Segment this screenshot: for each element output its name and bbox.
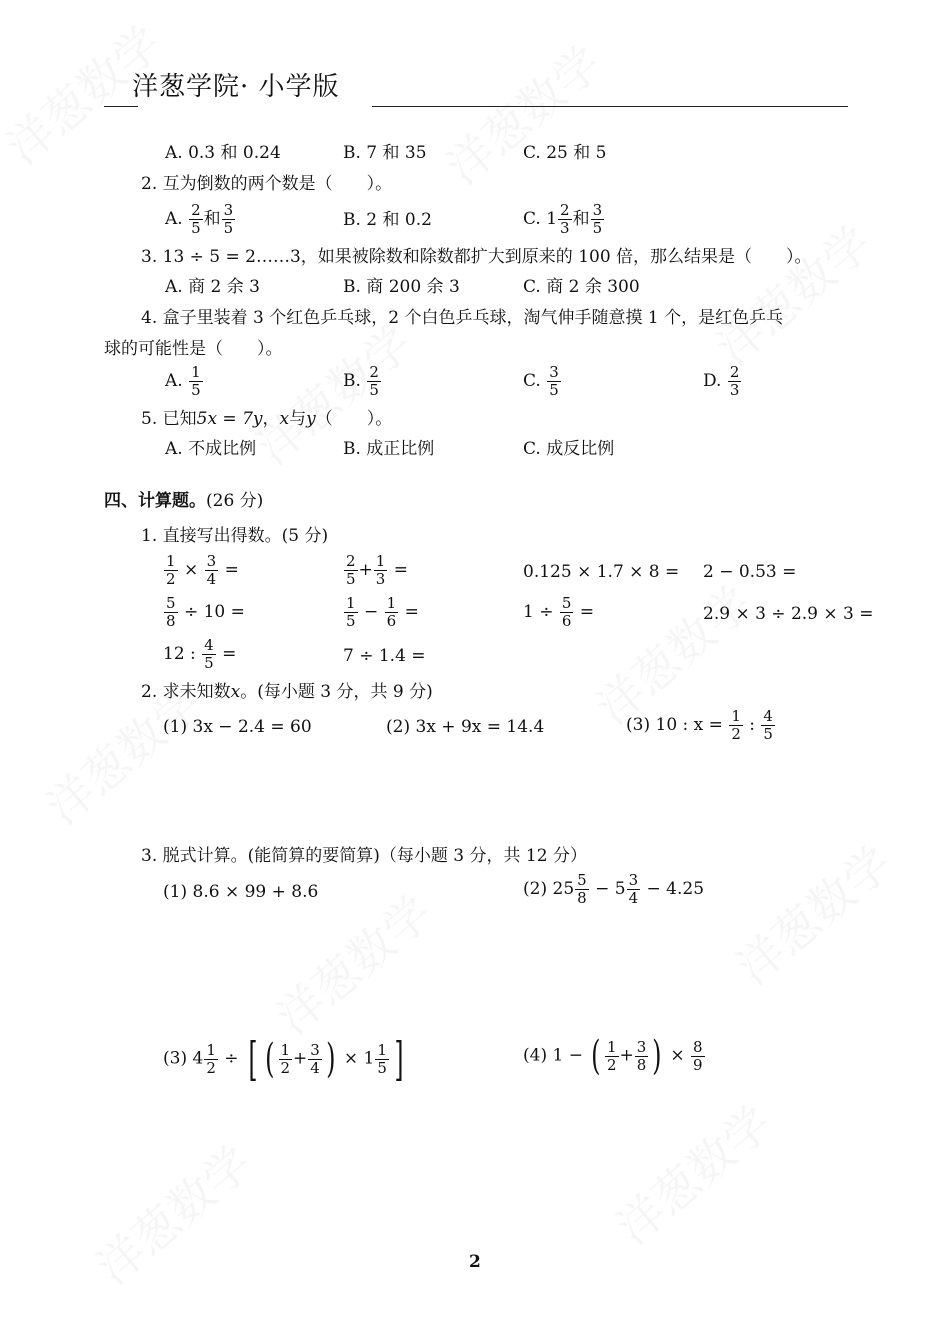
q1-option-c: C. 25 和 5 xyxy=(523,143,607,163)
q4-option-b: B. $\frac{2}{5}$ xyxy=(343,363,379,399)
header-rule-right xyxy=(372,106,848,107)
page-number: 2 xyxy=(469,1252,481,1272)
q5-option-a: A. 不成比例 xyxy=(165,439,257,459)
calc-item: 0.125 × 1.7 × 8 = xyxy=(523,562,680,582)
s4q2-stem: 2. 求未知数x。(每小题 3 分，共 9 分) xyxy=(141,682,433,702)
calc-item: $\frac{1}{5}$ − $\frac{1}{6}$ = xyxy=(346,594,419,630)
calc-item: 1 ÷ $\frac{5}{6}$ = xyxy=(523,594,595,630)
header-rule-left xyxy=(104,106,138,107)
q2-option-c xyxy=(523,203,605,236)
calc-item: $\frac{1}{2}$ × $\frac{3}{4}$ = xyxy=(166,552,239,588)
q4-option-a: A. $\frac{1}{5}$ xyxy=(165,363,201,399)
mixed-number: 1 $\frac{2}{3}$ xyxy=(546,201,570,237)
fraction: $\frac{2}{5}$ xyxy=(191,201,201,237)
q3-option-a: A. 商 2 余 3 xyxy=(165,277,260,297)
q4-option-d: D. $\frac{2}{3}$ xyxy=(703,363,740,399)
calc-item: $\frac{2}{5}$ + $\frac{1}{3}$ = xyxy=(346,552,408,588)
q3-option-c: C. 商 2 余 300 xyxy=(523,277,640,297)
equation-3: (3) 10 : x = $\frac{1}{2}$ : $\frac{4}{5}$ xyxy=(626,707,773,743)
watermark-text xyxy=(600,1089,783,1258)
calc-item: 2 − 0.53 = xyxy=(703,562,797,582)
calc-item: 7 ÷ 1.4 = xyxy=(343,646,426,666)
watermark-text xyxy=(80,1129,263,1298)
q5-stem: 5. 已知5x = 7y，x与y（ ）。 xyxy=(141,409,393,429)
calc-item: 2.9 × 3 ÷ 2.9 × 3 = xyxy=(703,604,874,624)
q5-option-b: B. 成正比例 xyxy=(343,439,435,459)
calc-item: 12 : $\frac{4}{5}$ = xyxy=(163,636,237,672)
q4-option-c: C. $\frac{3}{5}$ xyxy=(523,363,559,399)
option-label: A. xyxy=(165,209,183,229)
connector: 和 xyxy=(572,209,590,229)
q1-option-b: B. 7 和 35 xyxy=(343,143,427,163)
q5-option-c: C. 成反比例 xyxy=(523,439,615,459)
watermark-text xyxy=(430,29,613,198)
equation-2: (2) 3x + 9x = 14.4 xyxy=(386,717,545,737)
watermark-text xyxy=(260,879,443,1048)
q4-stem-line1: 4. 盒子里装着 3 个红色乒乓球，2 个白色乒乓球，淘气伸手随意摸 1 个，是红色乒乓 xyxy=(141,308,784,328)
s4q3-stem: 3. 脱式计算。(能简算的要简算)（每小题 3 分，共 12 分） xyxy=(141,846,587,866)
fraction: $\frac{3}{5}$ xyxy=(223,201,234,237)
q3-option-b: B. 商 200 余 3 xyxy=(343,277,460,297)
calc-item: $\frac{5}{8}$ ÷ 10 = xyxy=(166,594,245,630)
header-title: 洋葱学院· 小学版 xyxy=(132,72,340,102)
q3-stem: 3. 13 ÷ 5 = 2……3，如果被除数和除数都扩大到原来的 100 倍，那么结果是（ ）。 xyxy=(141,247,812,267)
watermark-text xyxy=(700,209,883,378)
simplify-3: (3) 4 $\frac{1}{2}$ ÷ [ ( $\frac{1}{2}$ + $\frac{3}{4}$ ) × 1 $\frac{1}{5}$ ] xyxy=(163,1032,404,1086)
simplify-4: (4) 1 − ( $\frac{1}{2}$ + $\frac{3}{8}$ ) × $\frac{8}{9}$ xyxy=(523,1033,703,1079)
connector: 和 xyxy=(203,209,221,229)
fraction: $\frac{3}{5}$ xyxy=(592,201,603,237)
equation-1: (1) 3x − 2.4 = 60 xyxy=(163,717,312,737)
q4-stem-line2: 球的可能性是（ ）。 xyxy=(104,339,283,359)
simplify-1: (1) 8.6 × 99 + 8.6 xyxy=(163,882,319,902)
s4q1-stem: 1. 直接写出得数。(5 分) xyxy=(141,526,329,546)
section-title: 四、计算题。(26 分) xyxy=(104,491,264,511)
q2-option-b: B. 2 和 0.2 xyxy=(343,210,432,230)
watermark-text xyxy=(720,829,903,998)
q2-stem: 2. 互为倒数的两个数是（ ）。 xyxy=(141,174,393,194)
simplify-2: (2) 25 $\frac{5}{8}$ − 5 $\frac{3}{4}$ − 4.25 xyxy=(523,871,705,907)
option-label: C. xyxy=(523,209,541,229)
q2-option-a xyxy=(165,203,236,236)
q1-option-a: A. 0.3 和 0.24 xyxy=(165,143,281,163)
